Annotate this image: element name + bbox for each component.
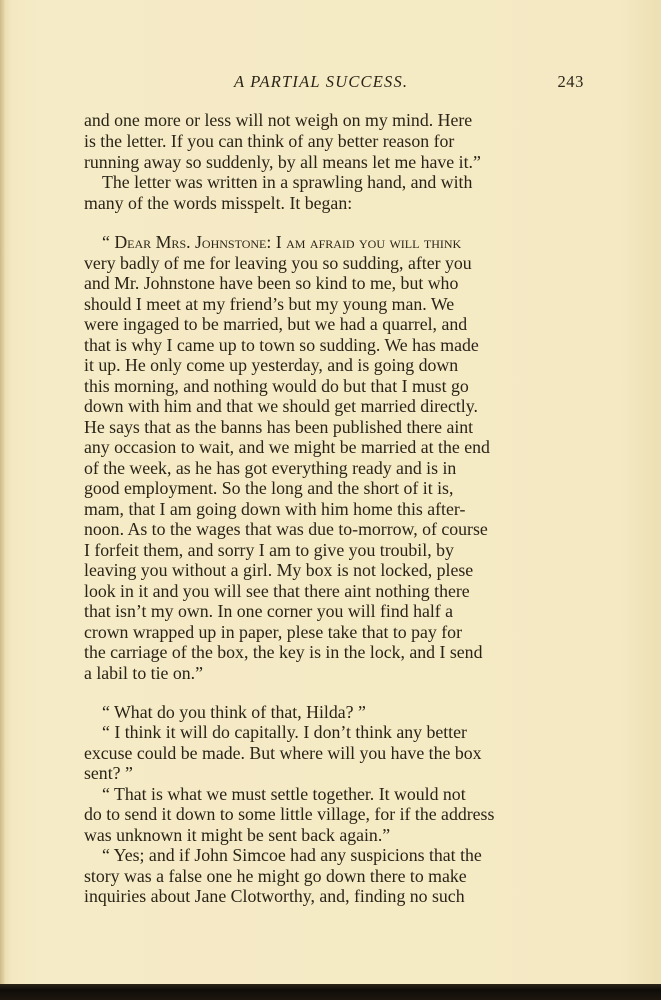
text-line: very badly of me for leaving you so sudding, after you [84, 253, 472, 273]
text-line: a labil to tie on.” [84, 663, 203, 683]
text-line: any occasion to wait, and we might be married at the end [84, 437, 490, 457]
text-line: was unknown it might be sent back again.” [84, 825, 391, 845]
text-line: and Mr. Johnstone have been so kind to me, but who [84, 273, 459, 293]
page-left-edge [0, 0, 5, 1000]
text-line: excuse could be made. But where will you have the box [84, 743, 482, 763]
text-line: He says that as the banns has been published there aint [84, 417, 474, 437]
text-line: noon. As to the wages that was due to-morrow, of course [84, 519, 488, 539]
text-line: it up. He only come up yesterday, and is going down [84, 355, 459, 375]
text-line: and one more or less will not weigh on my mind. Here [84, 110, 473, 130]
text-line: that is why I came up to town so sudding. We has made [84, 335, 479, 355]
text-line: many of the words misspelt. It began: [84, 193, 353, 213]
page-number: 243 [557, 72, 584, 91]
text-line: crown wrapped up in paper, plese take that to pay for [84, 622, 462, 642]
text-line: “ That is what we must settle together. It would not [102, 784, 466, 804]
text-line: should I meet at my friend’s but my young man. We [84, 294, 455, 314]
text-line: inquiries about Jane Clotworthy, and, finding no such [84, 886, 465, 906]
text-line: were ingaged to be married, but we had a quarrel, and [84, 314, 468, 334]
text-line: of the week, as he has got everything ready and is in [84, 458, 457, 478]
text-line: mam, that I am going down with him home this after- [84, 499, 466, 519]
text-line: The letter was written in a sprawling hand, and with [102, 172, 473, 192]
text-line: I forfeit them, and sorry I am to give you troubil, by [84, 540, 454, 560]
running-head: A PARTIAL SUCCESS. [234, 72, 409, 91]
text-line: is the letter. If you can think of any better reason for [84, 131, 455, 151]
text-line: good employment. So the long and the short of it is, [84, 478, 454, 498]
text-line: this morning, and nothing would do but that I must go [84, 376, 469, 396]
text-line: do to send it down to some little village, for if the address [84, 804, 495, 824]
page-header [84, 72, 584, 94]
text-line: running away so suddenly, by all means let me have it.” [84, 152, 481, 172]
letter-salutation-line: “ Dear Mrs. Johnstone: I am afraid you will think [102, 232, 462, 252]
text-line: story was a false one he might go down there to make [84, 866, 467, 886]
text-line: leaving you without a girl. My box is not locked, plese [84, 560, 474, 580]
text-line: the carriage of the box, the key is in the lock, and I send [84, 642, 483, 662]
text-line: down with him and that we should get married directly. [84, 396, 478, 416]
text-line: “ I think it will do capitally. I don’t think any better [102, 722, 467, 742]
text-line: look in it and you will see that there aint nothing there [84, 581, 470, 601]
page-bottom-edge [0, 984, 661, 1000]
text-line: “ Yes; and if John Simcoe had any suspicions that the [102, 845, 482, 865]
text-line: sent? ” [84, 763, 133, 783]
text-line: “ What do you think of that, Hilda? ” [102, 702, 366, 722]
text-line: that isn’t my own. In one corner you will find half a [84, 601, 454, 621]
